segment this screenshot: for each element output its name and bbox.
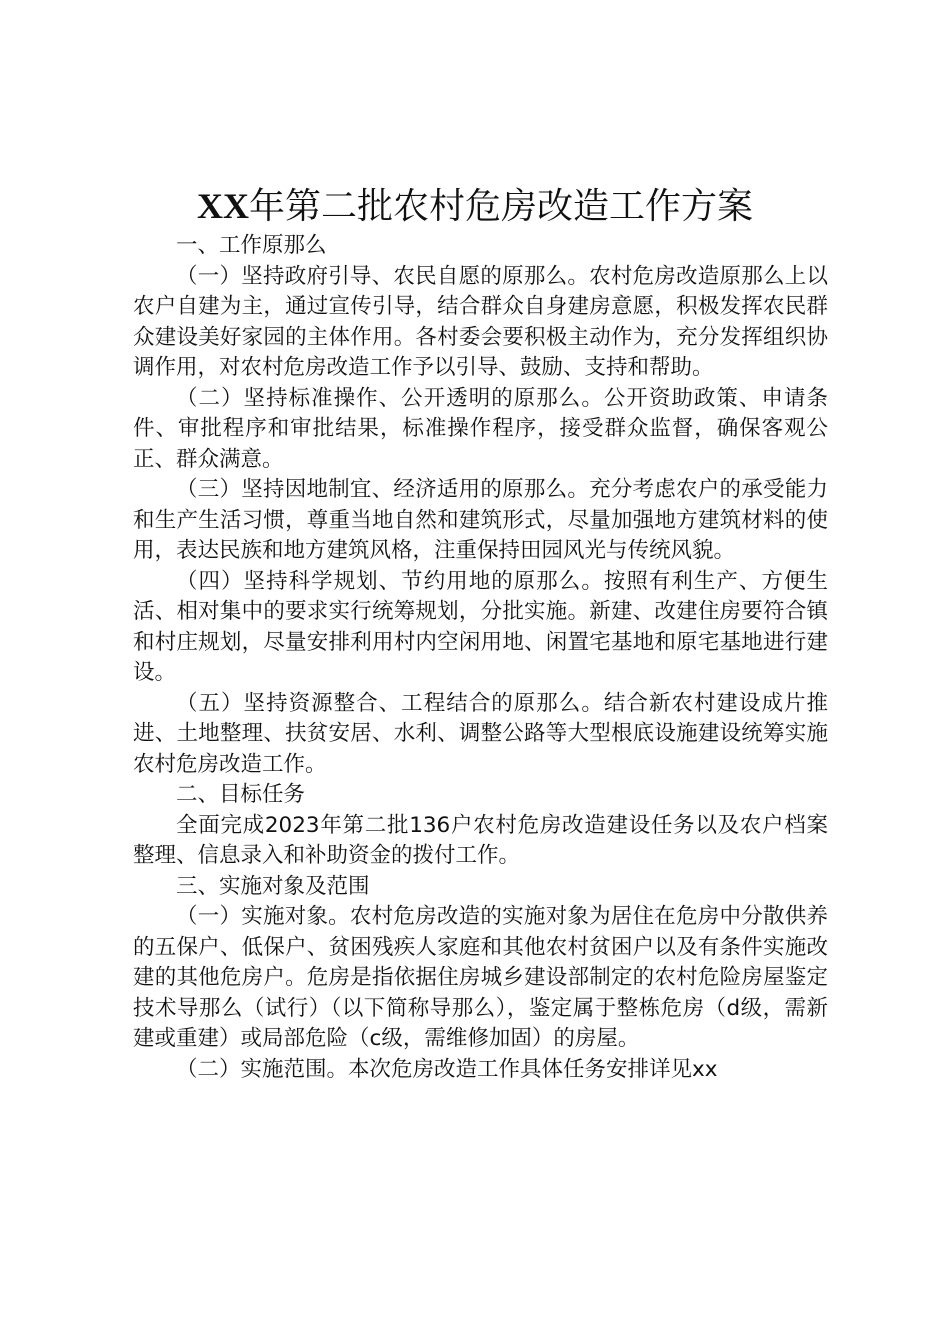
paragraph-principle-4: （四）坚持科学规划、节约用地的原那么。按照有利生产、方便生活、相对集中的要求实行统筹规划，分批实施。新建、改建住房要符合镇和村庄规划，尽量安排利用村内空闲用地、闲置宅基地和原宅基地进行建设。: [133, 568, 828, 685]
document-body: [133, 231, 828, 1085]
section-heading-principles: 一、工作原那么: [176, 233, 327, 258]
paragraph-targets: 全面完成2023年第二批136户农村危房改造建设任务以及农户档案整理、信息录入和补助资金的拨付工作。: [133, 812, 828, 868]
paragraph-scope-range: （二）实施范围。本次危房改造工作具体任务安排详见xx: [176, 1056, 718, 1082]
paragraph-principle-3: （三）坚持因地制宜、经济适用的原那么。充分考虑农户的承受能力和生产生活习惯，尊重当地自然和建筑形式，尽量加强地方建筑材料的使用，表达民族和地方建筑风格，注重保持田园风光与传统风貌。: [133, 477, 828, 563]
document-title: [120, 180, 830, 233]
paragraph-principle-1: （一）坚持政府引导、农民自愿的原那么。农村危房改造原那么上以农户自建为主，通过宣传引导，结合群众自身建房意愿，积极发挥农民群众建设美好家园的主体作用。各村委会要积极主动作为，充分发挥组织协调作用，对农村危房改造工作予以引导、鼓励、支持和帮助。: [133, 263, 828, 380]
paragraph-principle-5: （五）坚持资源整合、工程结合的原那么。结合新农村建设成片推进、土地整理、扶贫安居、水利、调整公路等大型根底设施建设统筹实施农村危房改造工作。: [133, 690, 828, 777]
paragraph-scope-objects: （一）实施对象。农村危房改造的实施对象为居住在危房中分散供养的五保户、低保户、贫困残疾人家庭和其他农村贫困户以及有条件实施改建的其他危房户。危房是指依据住房城乡建设部制定的农村危险房屋鉴定技术导那么（试行）（以下简称导那么），鉴定属于整栋危房（d级，需新建或重建）或局部危险（c级，需维修加固）的房屋。: [133, 904, 828, 1051]
title-prefix: XX: [196, 186, 249, 226]
section-heading-scope: 三、实施对象及范围: [176, 873, 370, 899]
title-main: 年第二批农村危房改造工作方案: [248, 186, 753, 227]
paragraph-principle-2: （二）坚持标准操作、公开透明的原那么。公开资助政策、申请条件、审批程序和审批结果，标准操作程序，接受群众监督，确保客观公正、群众满意。: [133, 385, 828, 472]
section-heading-targets: 二、目标任务: [176, 782, 306, 807]
